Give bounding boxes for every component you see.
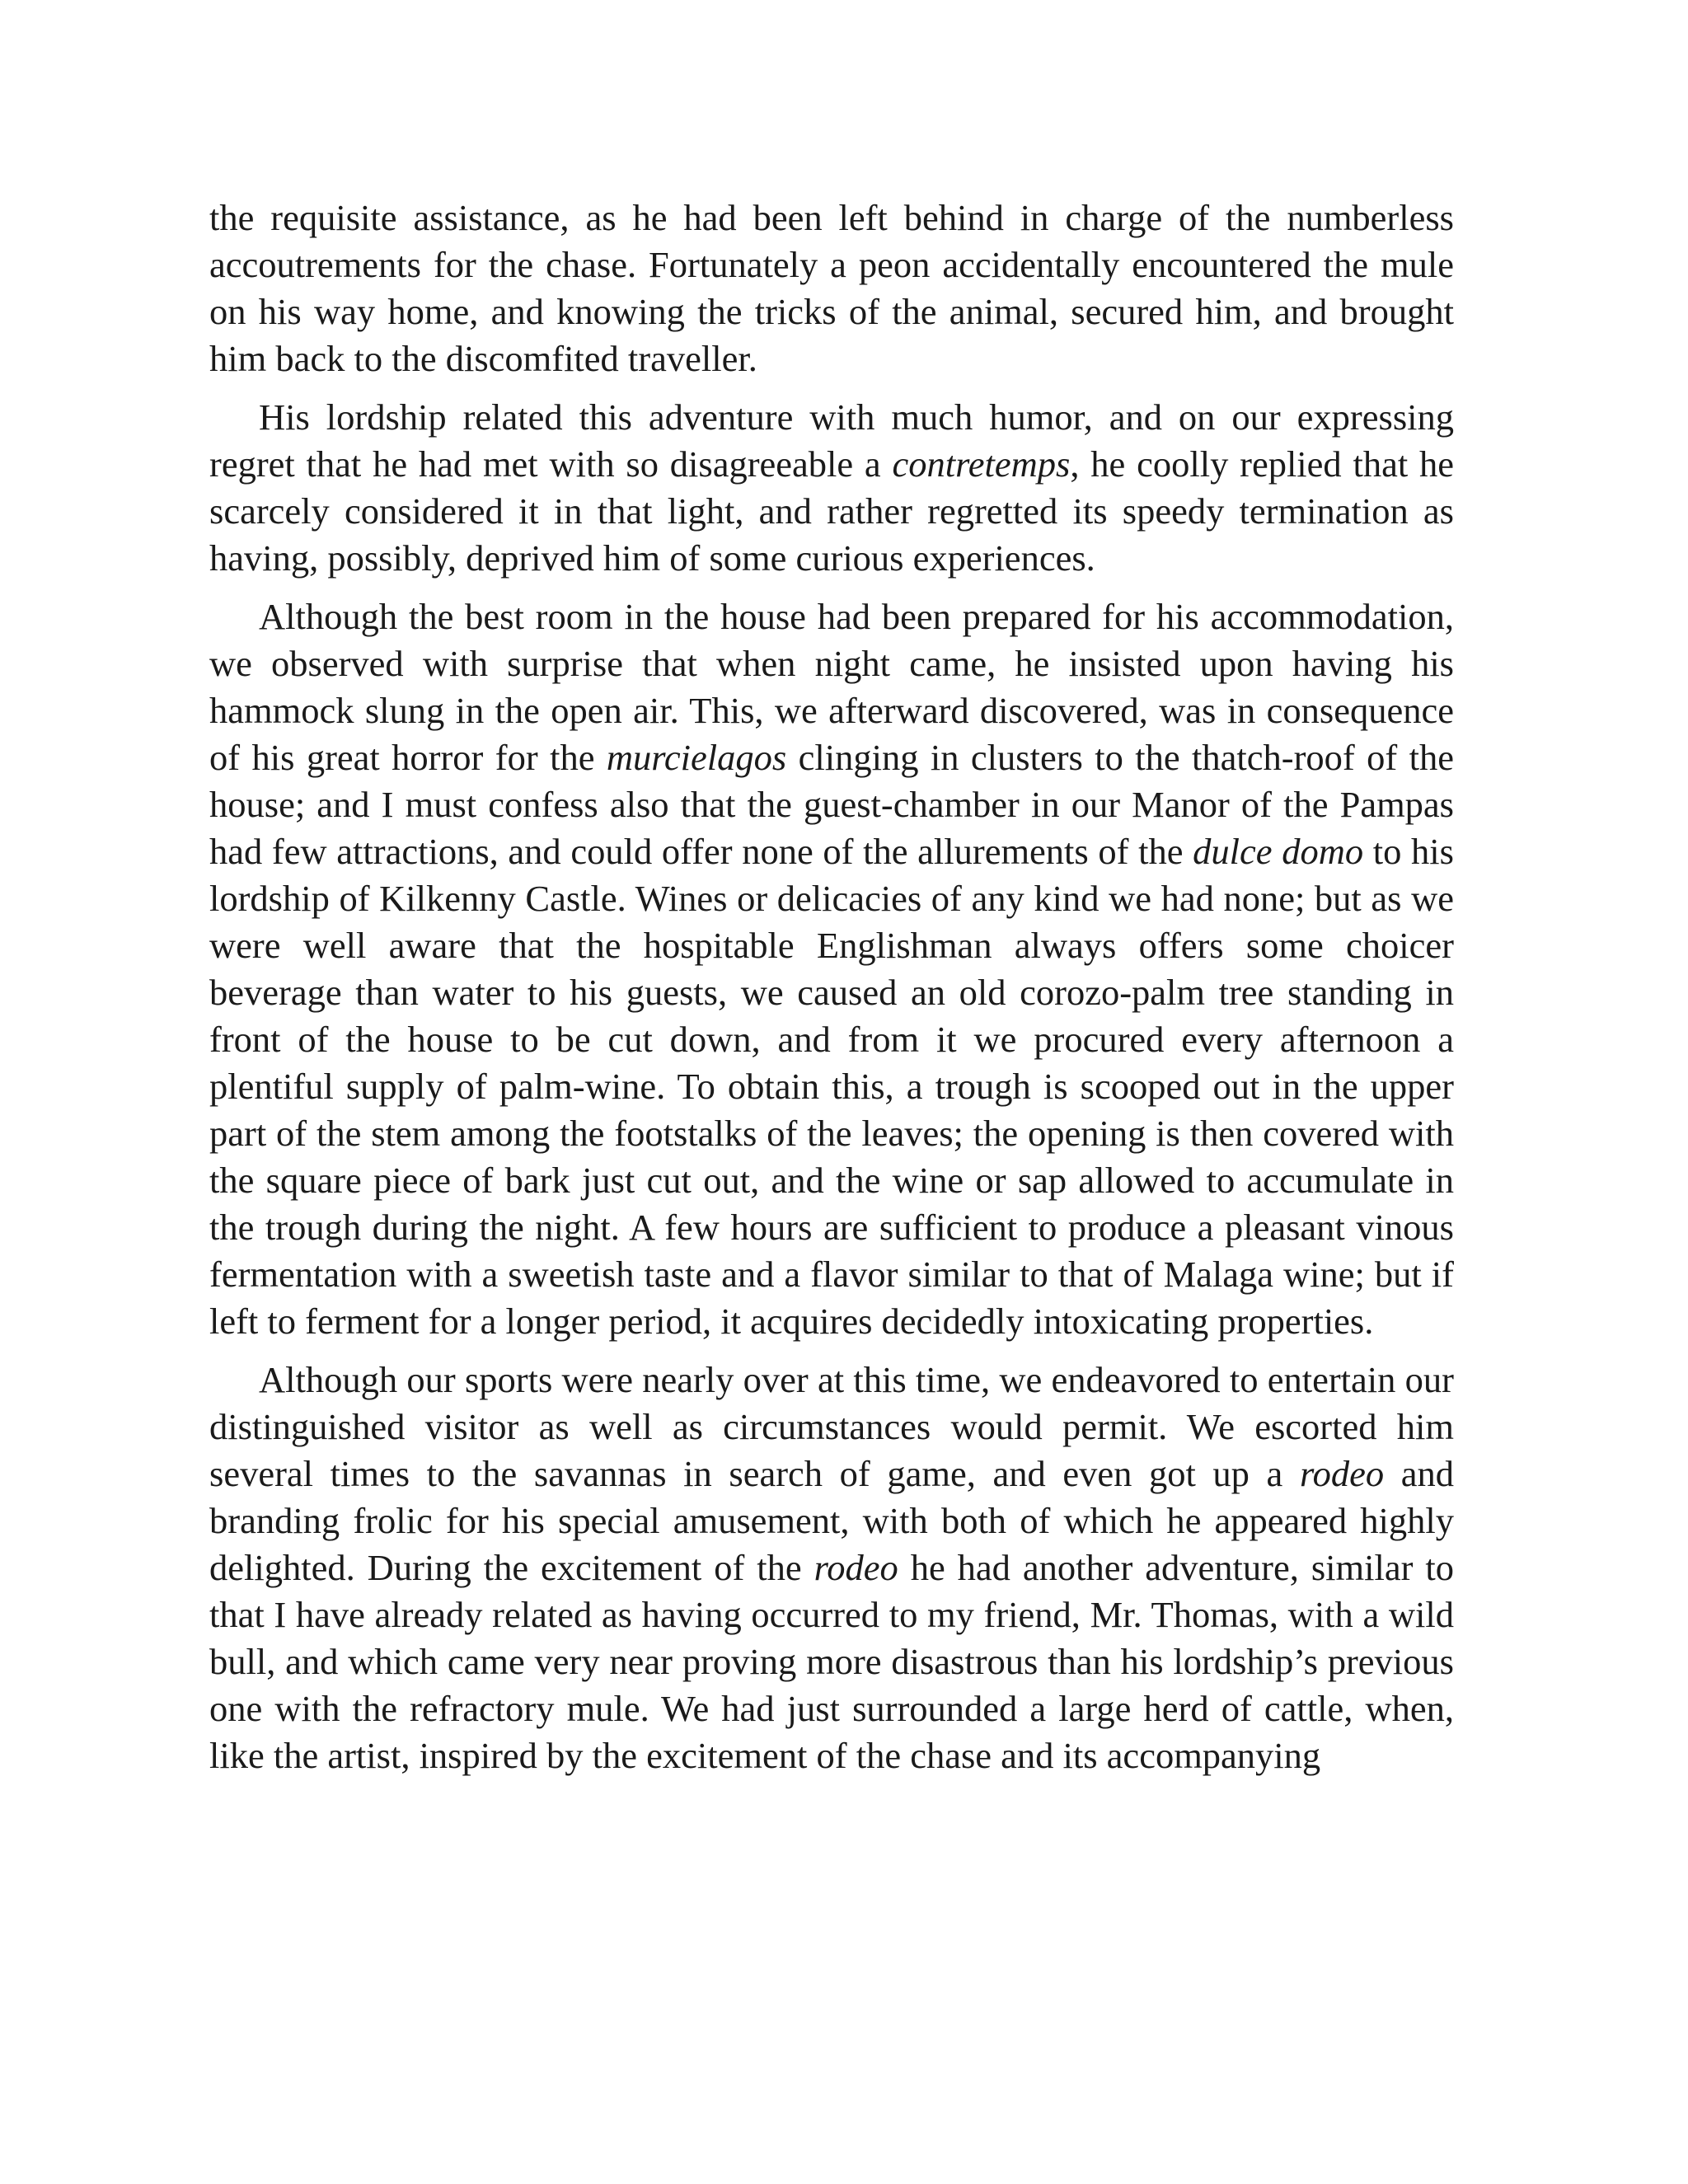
paragraph-2 [209,394,1454,582]
paragraph-text: he had another adventure, similar to that I have already related as having occurred to my friend, Mr. Thomas, with a wild bull, and which came very near proving more disastrous than his lordship’s previous one with the refractory mule. We had just surrounded a large herd of cattle, when, like the artist, inspired by the excitement of the chase and its accompanying [209,1547,1454,1776]
paragraph-text: His lordship related this adventure with much humor, and on our expressing regret that he had met with so disagreeable a [209,396,1454,485]
paragraph-text: and branding frolic for his special amusement, with both of which he appeared highly delighted. During the excitement of the [209,1453,1454,1588]
paragraph-3 [209,593,1454,1345]
paragraph-1 [209,194,1454,382]
paragraph-text: Although our sports were nearly over at this time, we endeavored to entertain our distinguished visitor as well as circumstances would permit. We escorted him several times to the savannas in search of game, and even got up a [209,1359,1454,1494]
paragraph-text: the requisite assistance, as he had been left behind in charge of the numberless accoutrements for the chase. Fortunately a peon accidentally encountered the mule on his way home, and knowing the tricks of the animal, secured him, and brought him back to the discomfited traveller. [209,197,1454,379]
italic-term-contretemps: contretemps [892,443,1071,485]
paragraph-text: clinging in clusters to the thatch-roof of the house; and I must confess also that the guest-chamber in our Manor of the Pampas had few attractions, and could offer none of the allurements of the [209,737,1454,872]
paragraph-4 [209,1357,1454,1779]
document-page [209,194,1454,1791]
italic-term-dulce-domo: dulce domo [1193,831,1364,872]
paragraph-text: Although the best room in the house had been prepared for his accommodation, we observed with surprise that when night came, he insisted upon having his hammock slung in the open air. This, we afterward discovered, was in consequence of his great horror for the [209,596,1454,778]
italic-term-murcielagos: murcielagos [606,737,787,778]
italic-term-rodeo: rodeo [1299,1453,1385,1494]
paragraph-text: , he coolly replied that he scarcely considered it in that light, and rather regretted its speedy termination as having, possibly, deprived him of some curious experiences. [209,443,1455,579]
italic-term-rodeo: rodeo [814,1547,898,1588]
paragraph-text: to his lordship of Kilkenny Castle. Wines or delicacies of any kind we had none; but as we were well aware that the hospitable Englishman always offers some choicer beverage than water to his guests, we caused an old corozo-palm tree standing in front of the house to be cut down, and from it we procured every afternoon a plentiful supply of palm-wine. To obtain this, a trough is scooped out in the upper part of the stem among the footstalks of the leaves; the opening is then covered with the square piece of bark just cut out, and the wine or sap allowed to accumulate in the trough during the night. A few hours are sufficient to produce a pleasant vinous fermentation with a sweetish taste and a flavor similar to that of Malaga wine; but if left to ferment for a longer period, it acquires decidedly intoxicating properties. [209,831,1454,1342]
